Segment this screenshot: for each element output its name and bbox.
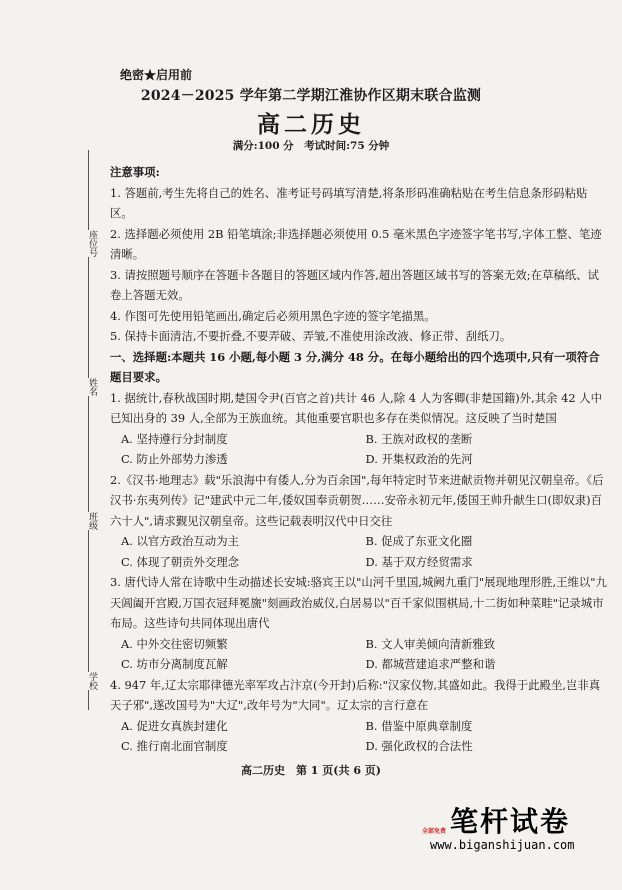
option-b: B. 促成了东亚文化圈: [365, 534, 473, 548]
confidential-mark: 绝密★启用前: [120, 68, 193, 82]
option-d: D. 开集权政治的先河: [365, 452, 473, 466]
watermark-url: www.biganshijuan.com: [430, 838, 575, 852]
option-d: D. 都城营建追求严整和谐: [365, 657, 496, 671]
question-stem: 3. 唐代诗人常在诗歌中生动描述长安城:骆宾王以"山河千里国,城阙九重门"展现地理形胜,王维以"九天阊阖开宫殿,万国衣冠拜冕旒"刻画政治威仪,白居易以"百千家似围棋局,十二街如种菜畦"记录城市布局。这些诗句共同体现出唐代: [110, 575, 607, 630]
option-a: A. 中外交往密切频繁: [121, 636, 228, 651]
option-c: C. 坊市分离制度瓦解: [121, 657, 228, 671]
notice-item: 2. 选择题必须使用 2B 铅笔填涂;非选择题必须使用 0.5 毫米黑色字迹签字笔书写,字体工整、笔迹清晰。: [110, 226, 602, 261]
exam-content: [110, 162, 610, 757]
option-b: B. 文人审美倾向清新雅致: [365, 636, 496, 651]
option-a: A. 坚持遵行分封制度: [121, 431, 228, 446]
score-time: 满分:100 分 考试时间:75 分钟: [232, 140, 390, 152]
question-options: [110, 531, 610, 572]
option-b: B. 借鉴中原典章制度: [365, 718, 473, 733]
question-stem: 1. 据统计,春秋战国时期,楚国令尹(百官之首)共计 46 人,除 4 人为客卿(非楚国籍)外,其余 42 人中已知出身的 39 人,全部为王族血统。其他重要官职也多存在类似情况。这反映了当时楚国: [110, 390, 602, 425]
school-label: 学校: [79, 672, 97, 690]
notice-item: 1. 答题前,考生先将自己的姓名、准考证号码填写清楚,将条形码准确粘贴在考生信息条形码粘贴区。: [110, 185, 588, 220]
class-label: 班级: [79, 512, 97, 530]
question-options: [110, 716, 610, 757]
question-options: [110, 429, 610, 470]
question-options: [110, 634, 610, 675]
option-d: D. 强化政权的合法性: [365, 739, 473, 753]
option-d: D. 基于双方经贸需求: [365, 554, 473, 569]
option-c: C. 推行南北面官制度: [121, 739, 228, 753]
option-c: C. 体现了朝贡外交理念: [121, 554, 240, 569]
subject-title: 高二历史: [257, 111, 365, 138]
question-4: [110, 675, 610, 757]
question-3: [110, 572, 610, 675]
exam-title: 2024－2025 学年第二学期江淮协作区期末联合监测: [140, 88, 482, 104]
seat-label: 座位号: [79, 230, 97, 257]
option-a: A. 促进女真族封建化: [121, 718, 228, 733]
section-title: 一、选择题:本题共 16 小题,每小题 3 分,满分 48 分。在每小题给出的四个选项中,只有一项符合题目要求。: [110, 349, 600, 384]
notice-item: 4. 作图可先使用铅笔画出,确定后必须用黑色字迹的签字笔描黑。: [110, 308, 436, 323]
name-label: 姓名: [79, 378, 97, 396]
watermark-badge: 全部免费: [422, 828, 447, 835]
question-2: [110, 470, 610, 573]
question-1: [110, 388, 610, 470]
page-footer: 高二历史 第 1 页(共 6 页): [240, 764, 382, 777]
notice-title: 注意事项:: [110, 165, 160, 179]
option-c: C. 防止外部势力渗透: [121, 452, 228, 466]
option-b: B. 王族对政权的垄断: [365, 431, 473, 446]
notice-item: 5. 保持卡面清洁,不要折叠,不要弄破、弄皱,不准使用涂改液、修正带、刮纸刀。: [110, 329, 512, 343]
watermark-name: 笔杆试卷: [450, 805, 571, 838]
question-stem: 4. 947 年,辽太宗耶律德光率军攻占汴京(今开封)后称:"汉家仪物,其盛如此。我得于此殿坐,岂非真天子邪",遂改国号为"大辽",改年号为"大同"。辽太宗的言行意在: [110, 677, 601, 712]
option-a: A. 以官方政治互动为主: [121, 534, 239, 548]
notice-item: 3. 请按照题号顺序在答题卡各题目的答题区域内作答,超出答题区域书写的答案无效;在草稿纸、试卷上答题无效。: [110, 267, 599, 302]
question-stem: 2.《汉书·地理志》载"乐浪海中有倭人,分为百余国",每年特定时节来进献贡物并朝见汉朝皇帝。《后汉书·东夷列传》记"建武中元二年,倭奴国奉贡朝贺……安帝永初元年,倭国王帅升献生口(即奴隶)百六十人",请求觐见汉朝皇帝。这些记载表明汉代中日交往: [110, 472, 604, 528]
